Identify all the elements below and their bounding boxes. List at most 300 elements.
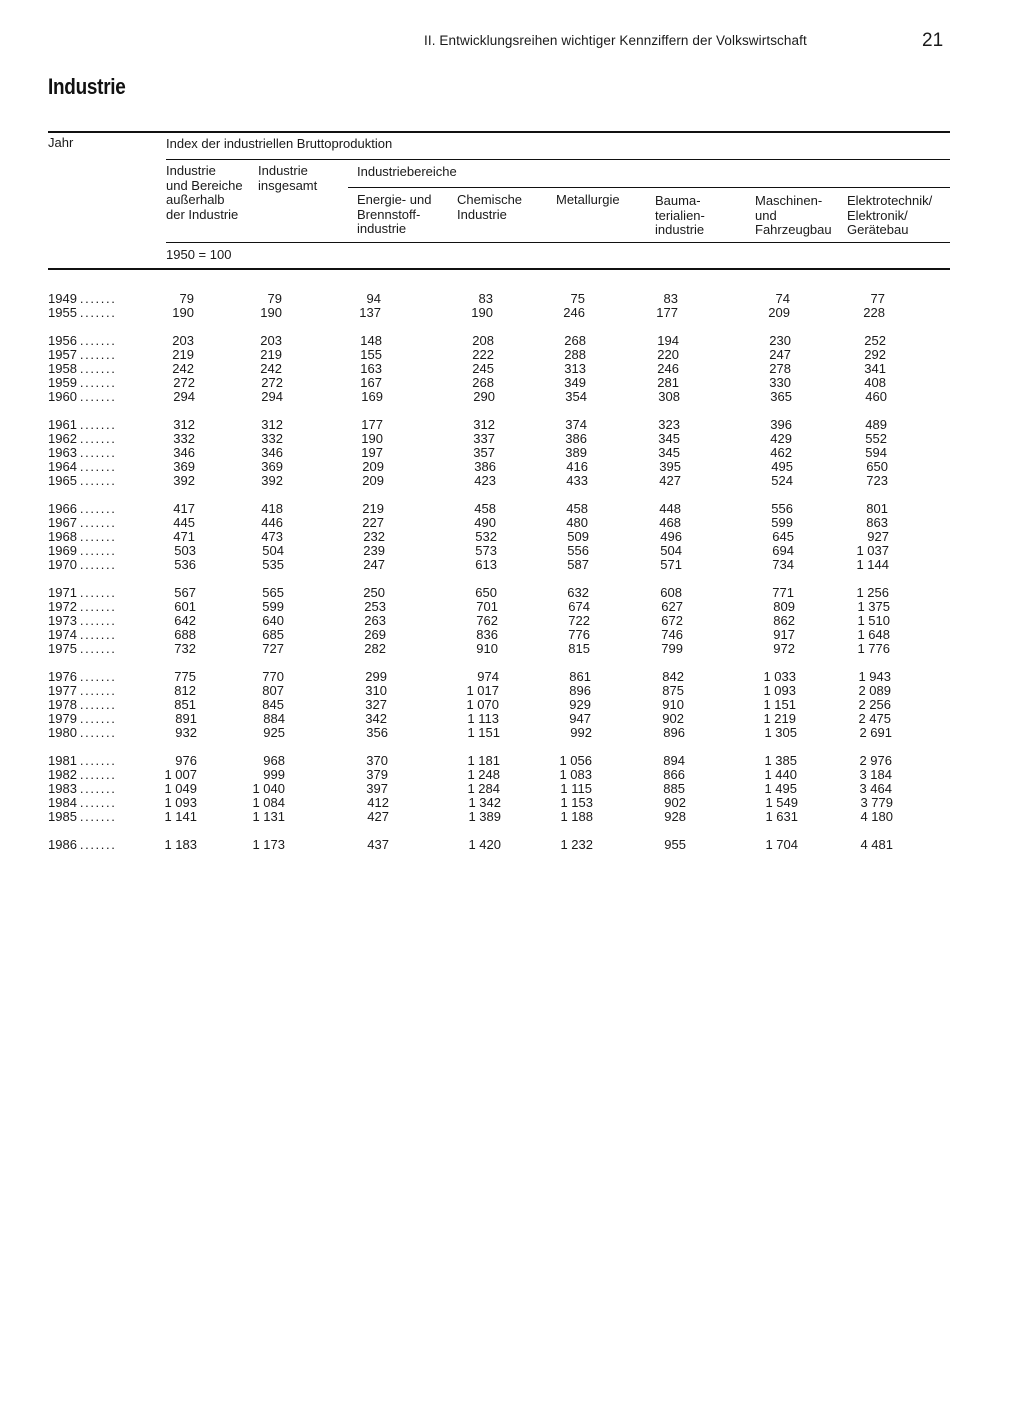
row-value-col-5: 1 115: [560, 781, 592, 796]
group-header: Index der industriellen Bruttoproduktion: [166, 136, 393, 151]
row-leader-dots: .......: [79, 627, 117, 642]
row-value-col-6: 896: [663, 725, 685, 740]
row-year-value: 1959: [48, 375, 77, 390]
table-row: [0, 376, 1024, 390]
table-row: [0, 670, 1024, 684]
row-value-col-1: 190: [172, 305, 194, 320]
row-value-col-5: 896: [569, 683, 591, 698]
row-value-col-2: 845: [262, 697, 284, 712]
row-value-col-5: 75: [570, 291, 585, 306]
row-value-col-8: 77: [870, 291, 885, 306]
row-value-col-8: 801: [866, 501, 888, 516]
row-value-col-6: 910: [662, 697, 684, 712]
row-leader-dots: .......: [79, 753, 117, 768]
table-row: [0, 586, 1024, 600]
row-value-col-7: 1 305: [764, 725, 797, 740]
row-value-col-3: 370: [366, 753, 388, 768]
row-value-col-3: 437: [367, 837, 389, 852]
row-year-value: 1963: [48, 445, 77, 460]
page-number: 21: [922, 30, 944, 51]
table-row: [0, 502, 1024, 516]
row-value-col-1: 775: [174, 669, 196, 684]
row-value-col-8: 1 943: [858, 669, 891, 684]
row-value-col-8: 228: [863, 305, 885, 320]
row-value-col-2: 446: [261, 515, 283, 530]
row-value-col-4: 268: [472, 375, 494, 390]
row-leader-dots: .......: [79, 529, 117, 544]
row-value-col-8: 341: [864, 361, 886, 376]
row-value-col-4: 1 389: [468, 809, 501, 824]
row-value-col-2: 79: [267, 291, 282, 306]
row-value-col-2: 599: [262, 599, 284, 614]
table-row: [0, 796, 1024, 810]
row-leader-dots: .......: [79, 389, 117, 404]
row-value-col-2: 219: [260, 347, 282, 362]
row-value-col-6: 504: [660, 543, 682, 558]
row-value-col-4: 357: [473, 445, 495, 460]
row-value-col-7: 599: [771, 515, 793, 530]
table-row: [0, 530, 1024, 544]
row-value-col-1: 1 007: [164, 767, 197, 782]
row-value-col-8: 1 375: [857, 599, 890, 614]
row-value-col-6: 194: [657, 333, 679, 348]
row-value-col-3: 169: [361, 389, 383, 404]
row-value-col-3: 299: [365, 669, 387, 684]
row-value-col-2: 294: [261, 389, 283, 404]
row-value-col-7: 1 151: [763, 697, 796, 712]
row-value-col-7: 1 440: [764, 767, 797, 782]
row-value-col-8: 292: [864, 347, 886, 362]
row-value-col-5: 509: [567, 529, 589, 544]
row-value-col-2: 807: [262, 683, 284, 698]
row-leader-dots: .......: [79, 795, 117, 810]
row-value-col-4: 1 113: [467, 711, 499, 726]
row-value-col-1: 392: [173, 473, 195, 488]
row-value-col-2: 392: [261, 473, 283, 488]
row-leader-dots: .......: [79, 515, 117, 530]
group-rule: [166, 159, 950, 160]
row-value-col-3: 227: [362, 515, 384, 530]
row-value-col-5: 1 188: [560, 809, 593, 824]
row-value-col-8: 927: [867, 529, 889, 544]
row-year-value: 1971: [48, 585, 77, 600]
row-value-col-5: 776: [568, 627, 590, 642]
row-leader-dots: .......: [79, 445, 117, 460]
row-value-col-4: 701: [476, 599, 498, 614]
row-value-col-2: 369: [261, 459, 283, 474]
row-value-col-8: 2 691: [859, 725, 892, 740]
row-value-col-8: 4 180: [860, 809, 893, 824]
row-value-col-6: 627: [661, 599, 683, 614]
row-value-col-1: 976: [175, 753, 197, 768]
row-value-col-2: 640: [262, 613, 284, 628]
row-value-col-5: 632: [567, 585, 589, 600]
row-year-value: 1964: [48, 459, 77, 474]
row-value-col-5: 389: [565, 445, 587, 460]
row-value-col-4: 1 151: [467, 725, 500, 740]
row-leader-dots: .......: [79, 837, 117, 852]
row-value-col-1: 536: [174, 557, 196, 572]
row-value-col-6: 885: [663, 781, 685, 796]
row-value-col-3: 232: [363, 529, 385, 544]
row-value-col-1: 242: [172, 361, 194, 376]
row-value-col-7: 972: [773, 641, 795, 656]
row-value-col-3: 253: [364, 599, 386, 614]
row-value-col-3: 247: [363, 557, 385, 572]
row-value-col-5: 992: [570, 725, 592, 740]
row-value-col-3: 427: [367, 809, 389, 824]
row-value-col-8: 863: [866, 515, 888, 530]
row-value-col-3: 197: [361, 445, 383, 460]
row-value-col-7: 495: [771, 459, 793, 474]
row-value-col-2: 565: [262, 585, 284, 600]
row-value-col-1: 1 093: [164, 795, 197, 810]
row-year-value: 1981: [48, 753, 77, 768]
col-header-baumaterialien: Bauma- terialien- industrie: [655, 193, 705, 237]
row-value-col-7: 365: [770, 389, 792, 404]
table-row: [0, 292, 1024, 306]
row-year-value: 1985: [48, 809, 77, 824]
row-value-col-4: 762: [476, 613, 498, 628]
row-value-col-3: 239: [363, 543, 385, 558]
row-value-col-4: 290: [473, 389, 495, 404]
row-value-col-1: 203: [172, 333, 194, 348]
table-row: [0, 474, 1024, 488]
row-value-col-5: 1 056: [559, 753, 592, 768]
row-year-value: 1955: [48, 305, 77, 320]
row-value-col-1: 369: [173, 459, 195, 474]
row-value-col-7: 330: [769, 375, 791, 390]
row-value-col-4: 222: [472, 347, 494, 362]
row-value-col-6: 866: [663, 767, 685, 782]
row-value-col-8: 489: [865, 417, 887, 432]
row-value-col-5: 815: [568, 641, 590, 656]
row-value-col-2: 190: [260, 305, 282, 320]
row-value-col-4: 1 248: [467, 767, 500, 782]
row-value-col-3: 219: [362, 501, 384, 516]
section-title: Industrie: [48, 74, 126, 99]
row-value-col-6: 281: [657, 375, 679, 390]
table-row: [0, 726, 1024, 740]
table-top-rule: [48, 131, 950, 133]
row-value-col-3: 263: [364, 613, 386, 628]
row-year-value: 1983: [48, 781, 77, 796]
row-value-col-4: 337: [473, 431, 495, 446]
row-year-value: 1961: [48, 417, 77, 432]
row-year-value: 1978: [48, 697, 77, 712]
row-value-col-7: 1 495: [764, 781, 797, 796]
table-row: [0, 446, 1024, 460]
row-value-col-4: 423: [474, 473, 496, 488]
table-row: [0, 782, 1024, 796]
row-value-col-8: 1 256: [856, 585, 889, 600]
row-leader-dots: .......: [79, 459, 117, 474]
row-value-col-1: 346: [173, 445, 195, 460]
row-value-col-1: 732: [174, 641, 196, 656]
row-value-col-6: 928: [664, 809, 686, 824]
table-row: [0, 306, 1024, 320]
row-value-col-2: 1 084: [252, 795, 285, 810]
row-year-value: 1977: [48, 683, 77, 698]
row-value-col-4: 1 017: [466, 683, 499, 698]
row-value-col-4: 613: [475, 557, 497, 572]
row-value-col-5: 374: [565, 417, 587, 432]
row-value-col-7: 524: [771, 473, 793, 488]
row-year-value: 1969: [48, 543, 77, 558]
row-value-col-5: 288: [564, 347, 586, 362]
row-value-col-6: 427: [659, 473, 681, 488]
row-leader-dots: .......: [79, 305, 117, 320]
row-value-col-2: 272: [261, 375, 283, 390]
row-value-col-5: 722: [568, 613, 590, 628]
row-year-value: 1975: [48, 641, 77, 656]
row-year-value: 1965: [48, 473, 77, 488]
row-leader-dots: .......: [79, 501, 117, 516]
row-value-col-8: 2 475: [858, 711, 891, 726]
row-value-col-6: 902: [662, 711, 684, 726]
row-value-col-6: 672: [661, 613, 683, 628]
row-value-col-8: 1 776: [857, 641, 890, 656]
row-leader-dots: .......: [79, 375, 117, 390]
row-value-col-7: 862: [773, 613, 795, 628]
col-header-elektrotechnik: Elektrotechnik/ Elektronik/ Gerätebau: [847, 193, 933, 237]
row-value-col-2: 727: [262, 641, 284, 656]
row-value-col-8: 408: [864, 375, 886, 390]
row-value-col-3: 190: [361, 431, 383, 446]
row-value-col-1: 642: [174, 613, 196, 628]
table-row: [0, 768, 1024, 782]
row-value-col-6: 448: [659, 501, 681, 516]
row-value-col-5: 458: [566, 501, 588, 516]
table-row: [0, 334, 1024, 348]
row-value-col-6: 345: [658, 431, 680, 446]
row-value-col-1: 932: [175, 725, 197, 740]
row-leader-dots: .......: [79, 641, 117, 656]
table-row: [0, 348, 1024, 362]
row-year-value: 1976: [48, 669, 77, 684]
row-value-col-1: 503: [174, 543, 196, 558]
row-value-col-7: 429: [770, 431, 792, 446]
row-value-col-3: 163: [360, 361, 382, 376]
row-year-value: 1966: [48, 501, 77, 516]
row-value-col-7: 771: [772, 585, 794, 600]
row-value-col-7: 230: [769, 333, 791, 348]
row-value-col-5: 587: [567, 557, 589, 572]
table-row: [0, 418, 1024, 432]
row-value-col-1: 417: [173, 501, 195, 516]
row-leader-dots: .......: [79, 697, 117, 712]
row-value-col-2: 685: [262, 627, 284, 642]
row-value-col-6: 323: [658, 417, 680, 432]
row-value-col-1: 1 183: [164, 837, 197, 852]
row-value-col-7: 556: [771, 501, 793, 516]
row-year-value: 1962: [48, 431, 77, 446]
row-value-col-1: 79: [179, 291, 194, 306]
row-value-col-2: 1 173: [252, 837, 285, 852]
row-value-col-1: 567: [174, 585, 196, 600]
row-leader-dots: .......: [79, 809, 117, 824]
row-value-col-2: 925: [263, 725, 285, 740]
row-value-col-1: 688: [174, 627, 196, 642]
row-year-value: 1984: [48, 795, 77, 810]
row-value-col-4: 1 342: [468, 795, 501, 810]
row-value-col-2: 968: [263, 753, 285, 768]
col-header-industrie-insgesamt: Industrie insgesamt: [258, 163, 318, 193]
row-value-col-4: 650: [475, 585, 497, 600]
row-value-col-4: 83: [478, 291, 493, 306]
row-value-col-3: 209: [362, 459, 384, 474]
table-row: [0, 698, 1024, 712]
row-value-col-7: 809: [773, 599, 795, 614]
row-year-value: 1986: [48, 837, 77, 852]
row-value-col-8: 2 089: [858, 683, 891, 698]
row-value-col-6: 177: [656, 305, 678, 320]
row-value-col-2: 418: [261, 501, 283, 516]
table-row: [0, 516, 1024, 530]
row-value-col-4: 386: [474, 459, 496, 474]
row-value-col-2: 504: [262, 543, 284, 558]
row-value-col-7: 1 033: [763, 669, 796, 684]
row-value-col-3: 397: [366, 781, 388, 796]
row-value-col-6: 496: [660, 529, 682, 544]
row-leader-dots: .......: [79, 543, 117, 558]
row-value-col-6: 894: [663, 753, 685, 768]
row-value-col-4: 208: [472, 333, 494, 348]
base-note: 1950 = 100: [166, 247, 232, 262]
row-leader-dots: .......: [79, 725, 117, 740]
row-leader-dots: .......: [79, 333, 117, 348]
row-year-value: 1979: [48, 711, 77, 726]
row-value-col-4: 1 284: [467, 781, 500, 796]
row-year-value: 1970: [48, 557, 77, 572]
row-value-col-2: 999: [263, 767, 285, 782]
row-value-col-7: 1 219: [763, 711, 796, 726]
row-value-col-3: 209: [362, 473, 384, 488]
row-year-value: 1972: [48, 599, 77, 614]
row-value-col-5: 929: [569, 697, 591, 712]
row-value-col-8: 3 464: [859, 781, 892, 796]
row-leader-dots: .......: [79, 781, 117, 796]
row-value-col-5: 313: [564, 361, 586, 376]
row-value-col-3: 282: [364, 641, 386, 656]
row-value-col-1: 312: [173, 417, 195, 432]
row-value-col-5: 861: [569, 669, 591, 684]
row-value-col-7: 462: [770, 445, 792, 460]
row-value-col-1: 1 049: [164, 781, 197, 796]
row-value-col-6: 955: [664, 837, 686, 852]
row-value-col-5: 1 083: [559, 767, 592, 782]
row-value-col-8: 3 184: [859, 767, 892, 782]
col-header-metallurgie: Metallurgie: [556, 192, 620, 207]
row-value-col-7: 1 704: [765, 837, 798, 852]
row-value-col-4: 910: [476, 641, 498, 656]
row-value-col-1: 812: [174, 683, 196, 698]
row-value-col-2: 346: [261, 445, 283, 460]
col-header-year: Jahr: [48, 135, 74, 150]
table-row: [0, 544, 1024, 558]
row-leader-dots: .......: [79, 711, 117, 726]
row-value-col-6: 220: [657, 347, 679, 362]
row-leader-dots: .......: [79, 585, 117, 600]
row-leader-dots: .......: [79, 473, 117, 488]
row-value-col-8: 1 144: [856, 557, 889, 572]
row-value-col-6: 395: [659, 459, 681, 474]
row-year-value: 1957: [48, 347, 77, 362]
row-value-col-7: 396: [770, 417, 792, 432]
table-row: [0, 754, 1024, 768]
row-value-col-7: 645: [772, 529, 794, 544]
row-value-col-2: 770: [262, 669, 284, 684]
row-value-col-6: 246: [657, 361, 679, 376]
row-year-value: 1958: [48, 361, 77, 376]
row-value-col-2: 332: [261, 431, 283, 446]
row-value-col-2: 242: [260, 361, 282, 376]
row-value-col-5: 1 232: [560, 837, 593, 852]
row-value-col-4: 974: [477, 669, 499, 684]
row-leader-dots: .......: [79, 417, 117, 432]
row-value-col-8: 552: [865, 431, 887, 446]
table-row: [0, 712, 1024, 726]
row-leader-dots: .......: [79, 347, 117, 362]
row-value-col-3: 177: [361, 417, 383, 432]
row-value-col-6: 842: [662, 669, 684, 684]
row-value-col-6: 308: [658, 389, 680, 404]
row-value-col-3: 342: [365, 711, 387, 726]
row-value-col-3: 269: [364, 627, 386, 642]
row-value-col-4: 458: [474, 501, 496, 516]
row-leader-dots: .......: [79, 599, 117, 614]
subgroup-header: Industriebereiche: [357, 164, 457, 179]
table-row: [0, 600, 1024, 614]
row-value-col-1: 601: [174, 599, 196, 614]
table-row: [0, 642, 1024, 656]
row-value-col-5: 433: [566, 473, 588, 488]
row-year-value: 1967: [48, 515, 77, 530]
table-row: [0, 460, 1024, 474]
row-value-col-8: 723: [866, 473, 888, 488]
row-value-col-2: 312: [261, 417, 283, 432]
row-value-col-5: 480: [566, 515, 588, 530]
row-value-col-5: 1 153: [560, 795, 593, 810]
row-value-col-1: 219: [172, 347, 194, 362]
row-leader-dots: .......: [79, 291, 117, 306]
row-value-col-3: 327: [365, 697, 387, 712]
row-value-col-2: 884: [263, 711, 285, 726]
row-value-col-8: 252: [864, 333, 886, 348]
row-value-col-8: 3 779: [860, 795, 893, 810]
row-leader-dots: .......: [79, 767, 117, 782]
row-value-col-3: 148: [360, 333, 382, 348]
row-year-value: 1956: [48, 333, 77, 348]
row-value-col-7: 247: [769, 347, 791, 362]
row-year-value: 1980: [48, 725, 77, 740]
row-value-col-8: 1 510: [857, 613, 890, 628]
row-value-col-3: 412: [367, 795, 389, 810]
table-row: [0, 362, 1024, 376]
row-year-value: 1960: [48, 389, 77, 404]
col-header-industrie-bereiche: Industrie und Bereiche außerhalb der Industrie: [166, 163, 243, 222]
row-value-col-4: 836: [476, 627, 498, 642]
row-value-col-2: 535: [262, 557, 284, 572]
table-row: [0, 432, 1024, 446]
row-year-value: 1974: [48, 627, 77, 642]
row-value-col-6: 799: [661, 641, 683, 656]
row-value-col-1: 332: [173, 431, 195, 446]
row-value-col-1: 445: [173, 515, 195, 530]
col-header-maschinen: Maschinen- und Fahrzeugbau: [755, 193, 832, 237]
row-value-col-3: 250: [363, 585, 385, 600]
row-value-col-4: 1 181: [467, 753, 500, 768]
